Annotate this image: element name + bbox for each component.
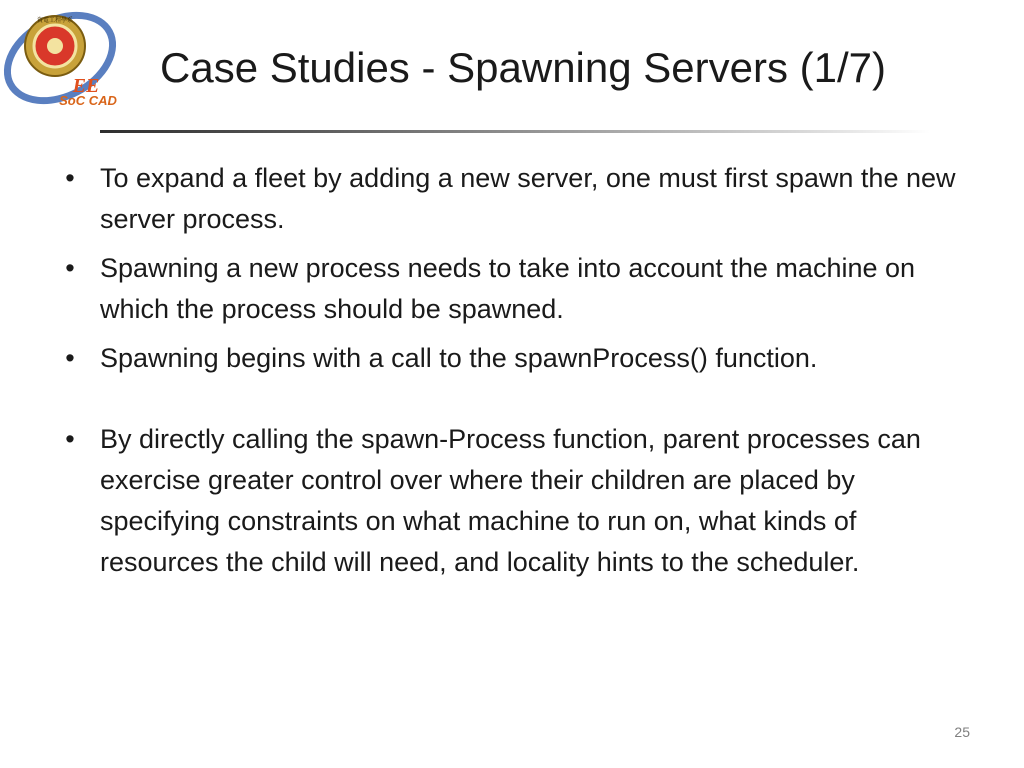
bullet-text: To expand a fleet by adding a new server, one must first spawn the new server process.: [100, 163, 956, 234]
ee-soc-cad-logo-icon: [0, 10, 128, 106]
page-number: 25: [954, 724, 970, 740]
bullet-text: Spawning a new process needs to take into account the machine on which the process should be spawned.: [100, 253, 916, 324]
bullet-icon: •: [65, 163, 75, 193]
bullet-text: By directly calling the spawn-Process function, parent processes can exercise greater control over where their children are placed by specifying constraints on what machine to run on, what kinds of resources the child will need, and locality hints to the scheduler.: [100, 424, 921, 577]
bullet-item: [60, 338, 970, 379]
bullet-item: [60, 158, 970, 240]
bullet-item: [60, 419, 970, 583]
bullet-icon: •: [65, 343, 75, 373]
bullet-icon: •: [65, 424, 75, 454]
bullet-text: Spawning begins with a call to the spawnProcess() function.: [100, 343, 818, 373]
logo-soc-cad-text: SoC CAD: [59, 93, 117, 106]
logo-seal-center: [47, 38, 63, 54]
bullet-item: [60, 248, 970, 330]
slide-title: Case Studies - Spawning Servers (1/7): [160, 44, 886, 91]
logo-seal-text: 資電工程學系: [36, 17, 74, 24]
title-divider: [100, 130, 930, 133]
bullet-icon: •: [65, 253, 75, 283]
bullet-list: [60, 158, 970, 591]
logo-ee-mark: EE: [72, 75, 100, 97]
